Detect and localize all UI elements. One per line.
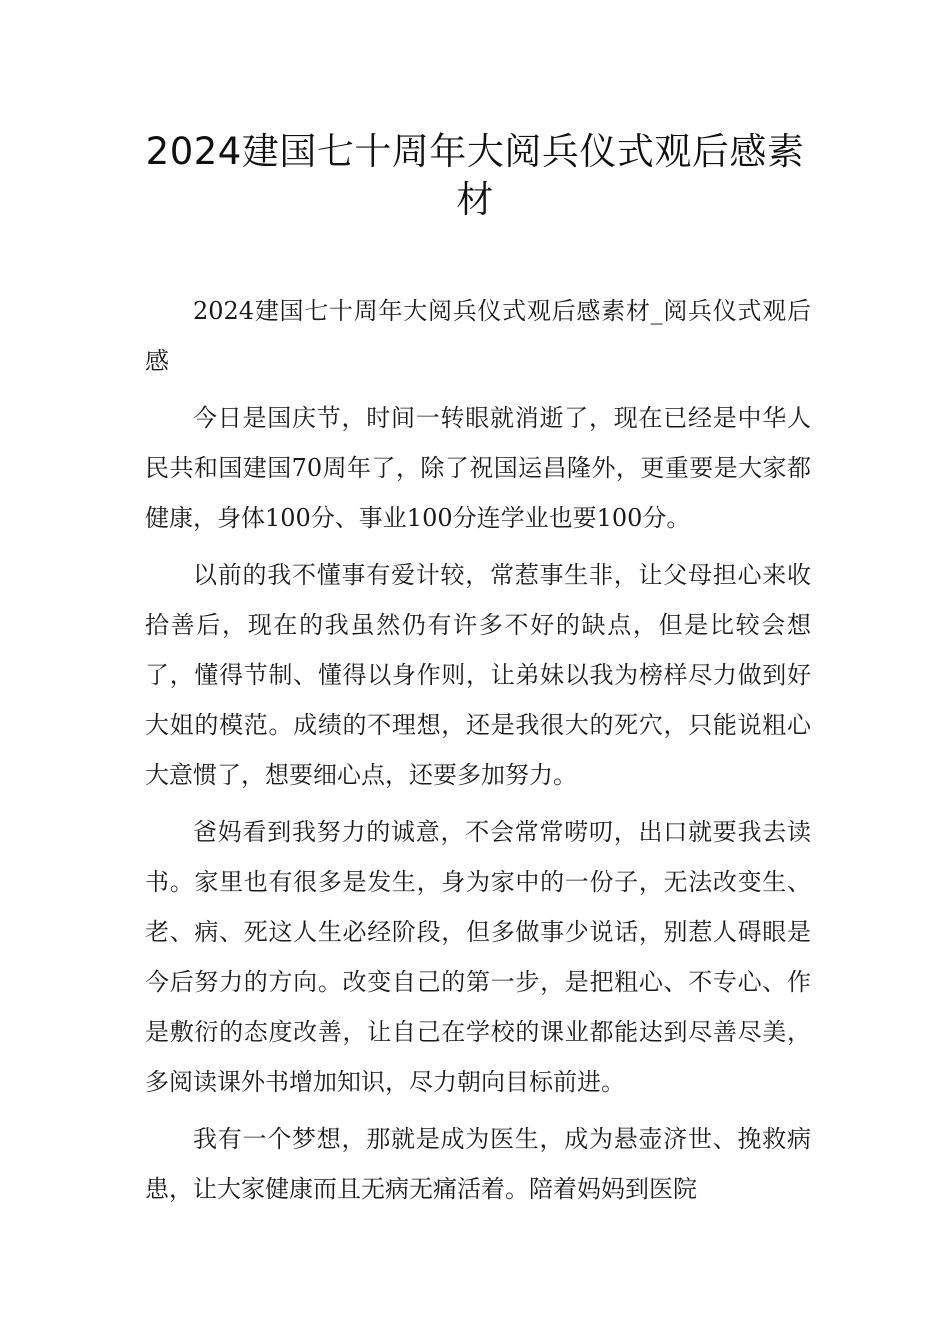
paragraph: 我有一个梦想，那就是成为医生，成为悬壶济世、挽救病患，让大家健康而且无病无痛活着。陪着妈妈到医院 [145,1125,811,1203]
document-body [145,286,811,1221]
paragraph: 今日是国庆节，时间一转眼就消逝了，现在已经是中华人民共和国建国70周年了，除了祝国运昌隆外，更重要是大家都健康，身体100分、事业100分连学业也要100分。 [145,404,811,532]
paragraph: 以前的我不懂事有爱计较，常惹事生非，让父母担心来收拾善后，现在的我虽然仍有许多不好的缺点，但是比较会想了，懂得节制、懂得以身作则，让弟妹以我为榜样尽力做到好大姐的模范。成绩的不理想，还是我很大的死穴，只能说粗心大意惯了，想要细心点，还要多加努力。 [145,561,811,789]
paragraph: 爸妈看到我努力的诚意，不会常常唠叨，出口就要我去读书。家里也有很多是发生，身为家中的一份子，无法改变生、老、病、死这人生必经阶段，但多做事少说话，别惹人碍眼是今后努力的方向。改变自己的第一步，是把粗心、不专心、作是敷衍的态度改善，让自己在学校的课业都能达到尽善尽美，多阅读课外书增加知识，尽力朝向目标前进。 [145,818,811,1096]
document-title: 2024建国七十周年大阅兵仪式观后感素材 [145,130,805,221]
paragraph: 2024建国七十周年大阅兵仪式观后感素材_阅兵仪式观后感 [145,297,811,375]
